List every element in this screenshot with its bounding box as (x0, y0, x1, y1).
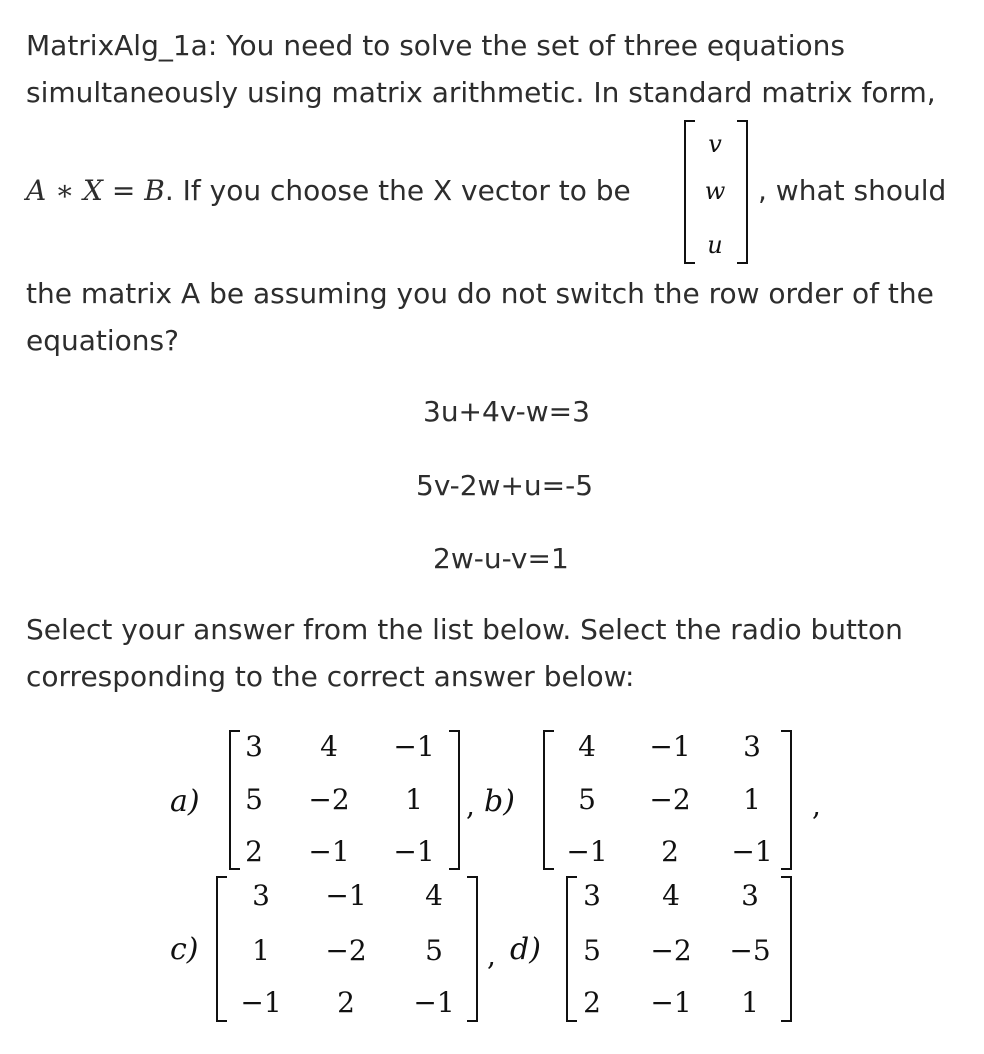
matrix-cell: 1 (743, 783, 761, 816)
matrix-cell: 3 (583, 879, 601, 912)
matrix-cell: 3 (741, 879, 759, 912)
matrix-cell: 5 (425, 934, 443, 967)
matrix-cell: 2 (661, 835, 679, 868)
question-matrix-line (26, 166, 631, 216)
matrix-cell: 4 (578, 730, 596, 763)
matrix-cell: 5 (578, 783, 596, 816)
matrix-cell: 5 (245, 783, 263, 816)
matrix-cell: 3 (245, 730, 263, 763)
matrix-cell: −1 (649, 730, 691, 763)
matrix-cell: −1 (731, 835, 773, 868)
option-d-label[interactable]: d) (510, 932, 541, 967)
matrix-cell: −1 (413, 986, 455, 1019)
matrix-cell: −2 (650, 934, 692, 967)
matrix-cell: 4 (425, 879, 443, 912)
what-should-text: , what should (758, 174, 947, 207)
question-intro: MatrixAlg_1a: You need to solve the set of three equations simultaneously using matrix arithmetic. In standard matrix form, (26, 29, 936, 109)
matrix-cell: 3 (743, 730, 761, 763)
x-vector-left-bracket (684, 120, 695, 264)
matrix-cell: 3 (252, 879, 270, 912)
matrix-cell: −1 (566, 835, 608, 868)
matrix-cell: −5 (729, 934, 771, 967)
matrix-cell: −1 (308, 835, 350, 868)
matrix-cell: −2 (325, 934, 367, 967)
choose-text: . If you choose the X vector to be (164, 174, 631, 207)
matrix-cell: −1 (393, 730, 435, 763)
x-vector-entry: u (707, 231, 723, 259)
equation-axb: A ∗ X = B (26, 174, 165, 207)
x-vector-entry: v (708, 130, 722, 158)
matrix-cell: 4 (320, 730, 338, 763)
instruction-text: Select your answer from the list below. Select the radio button corresponding to the correct answer below: (26, 613, 903, 693)
matrix-cell: −1 (393, 835, 435, 868)
equation-1: 3u+4v-w=3 (423, 395, 590, 428)
matrix-cell: −1 (325, 879, 367, 912)
matrix-cell: 4 (662, 879, 680, 912)
matrix-cell: 2 (245, 835, 263, 868)
matrix-cell: 2 (337, 986, 355, 1019)
matrix-cell: −1 (650, 986, 692, 1019)
matrix-cell: 2 (583, 986, 601, 1019)
matrix-cell: 1 (252, 934, 270, 967)
x-vector-right-bracket (737, 120, 748, 264)
matrix-cell: −2 (649, 783, 691, 816)
question-continuation: the matrix A be assuming you do not switch the row order of the equations? (26, 277, 934, 357)
x-vector-entry: w (704, 177, 726, 205)
matrix-cell: 1 (741, 986, 759, 1019)
matrix-cell: 5 (583, 934, 601, 967)
option-c-label[interactable]: c) (170, 932, 199, 967)
separator-comma: , (487, 939, 496, 972)
equation-3: 2w-u-v=1 (433, 542, 569, 575)
matrix-cell: 1 (405, 783, 423, 816)
equation-2: 5v-2w+u=-5 (416, 469, 594, 502)
matrix-cell: −1 (240, 986, 282, 1019)
matrix-cell: −2 (308, 783, 350, 816)
separator-comma: , (812, 789, 821, 822)
option-b-label[interactable]: b) (484, 784, 515, 819)
separator-comma: , (466, 789, 475, 822)
option-a-label[interactable]: a) (170, 784, 200, 819)
